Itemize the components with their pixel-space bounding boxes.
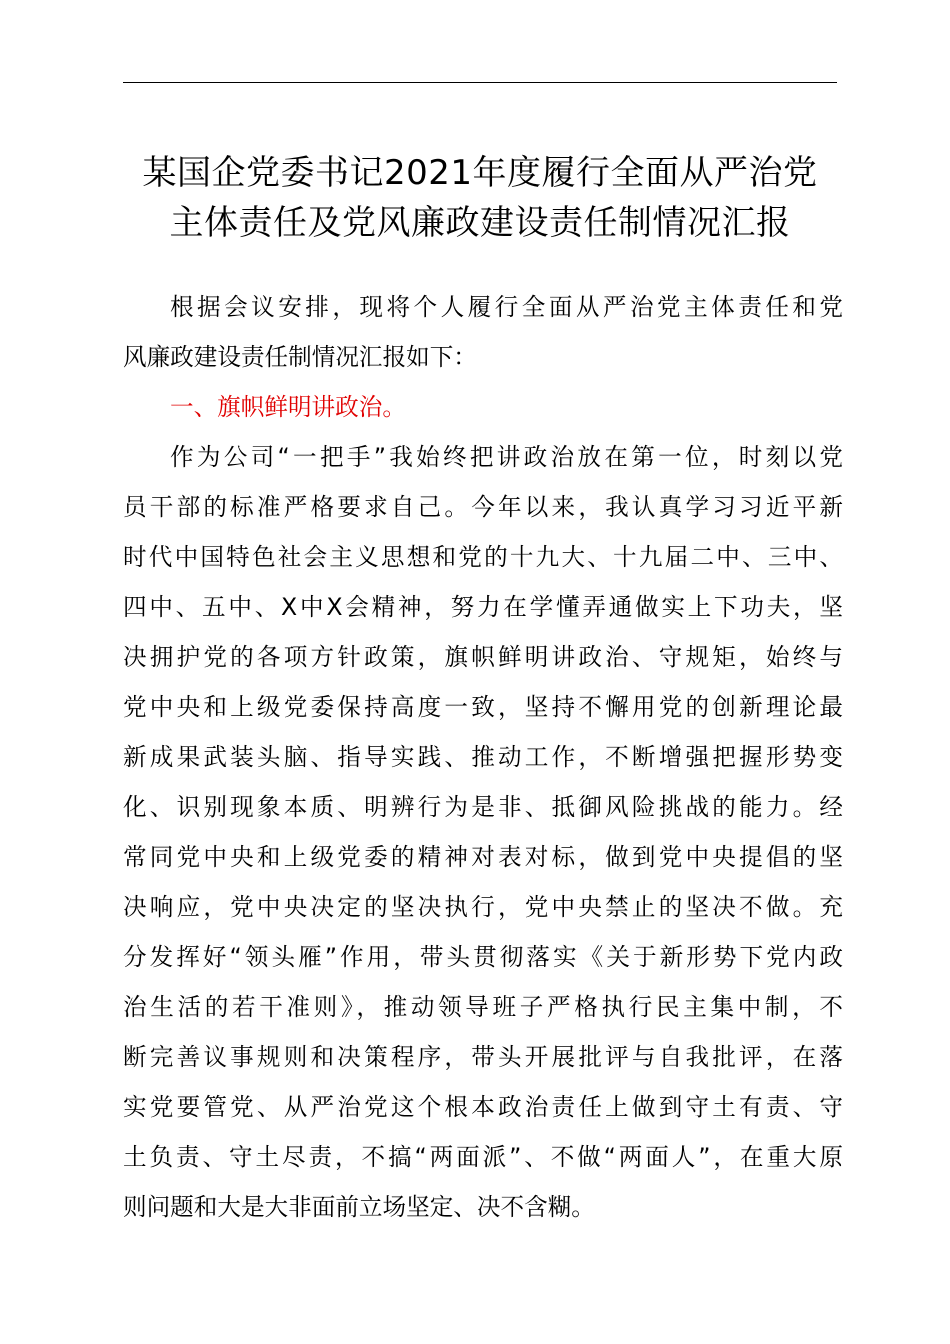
intro-line-2: 风廉政建设责任制情况汇报如下： <box>123 343 477 371</box>
section-1-heading <box>123 382 843 432</box>
section-1-line: 四中、五中、X中X会精神，努力在学懂弄通做实上下功夫，坚 <box>123 593 843 621</box>
header-rule <box>123 82 837 83</box>
section-1-line: 化、识别现象本质、明辨行为是非、抵御风险挑战的能力。经 <box>123 793 843 821</box>
section-1-line: 断完善议事规则和决策程序，带头开展批评与自我批评，在落 <box>123 1043 843 1071</box>
section-1-line: 分发挥好“领头雁”作用，带头贯彻落实《关于新形势下党内政 <box>123 943 843 971</box>
title-line-2: 主体责任及党风廉政建设责任制情况汇报 <box>169 203 791 243</box>
section-1-line: 土负责、守土尽责，不搞“两面派”、不做“两面人”，在重大原 <box>123 1143 843 1171</box>
section-1-line: 员干部的标准严格要求自己。今年以来，我认真学习习近平新 <box>123 493 843 521</box>
section-1-line: 新成果武装头脑、指导实践、推动工作，不断增强把握形势变 <box>123 743 843 771</box>
section-1-heading-text: 一、旗帜鲜明讲政治。 <box>170 393 406 421</box>
section-1-line: 则问题和大是大非面前立场坚定、决不含糊。 <box>123 1193 595 1221</box>
section-1-line: 常同党中央和上级党委的精神对表对标，做到党中央提倡的坚 <box>123 843 843 871</box>
section-1-line: 党中央和上级党委保持高度一致，坚持不懈用党的创新理论最 <box>123 693 843 721</box>
document-title <box>100 148 860 248</box>
title-line-1: 某国企党委书记2021年度履行全面从严治党 <box>142 153 818 193</box>
section-1-line: 决拥护党的各项方针政策，旗帜鲜明讲政治、守规矩，始终与 <box>123 643 843 671</box>
intro-line-1: 根据会议安排，现将个人履行全面从严治党主体责任和党 <box>170 293 843 321</box>
section-1-paragraph <box>123 432 843 1232</box>
section-1-line: 决响应，党中央决定的坚决执行，党中央禁止的坚决不做。充 <box>123 893 843 921</box>
section-1-line: 时代中国特色社会主义思想和党的十九大、十九届二中、三中、 <box>123 543 843 571</box>
document-body <box>123 282 843 1232</box>
section-1-line: 治生活的若干准则》，推动领导班子严格执行民主集中制，不 <box>123 993 843 1021</box>
section-1-line: 作为公司“一把手”我始终把讲政治放在第一位，时刻以党 <box>170 443 843 471</box>
intro-paragraph <box>123 282 843 382</box>
section-1-line: 实党要管党、从严治党这个根本政治责任上做到守土有责、守 <box>123 1093 843 1121</box>
